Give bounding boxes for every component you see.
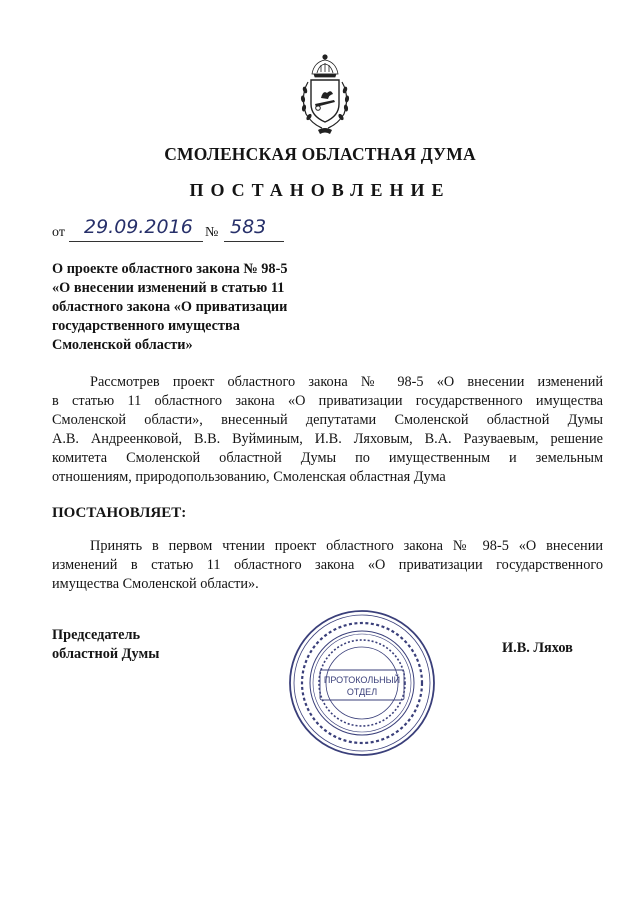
date-underline <box>69 241 203 242</box>
document-type-heading: ПОСТАНОВЛЕНИЕ <box>189 180 451 200</box>
resolution-paragraph <box>52 537 603 594</box>
preamble-line: отношениям, природопользованию, Смоленская областная Дума <box>52 469 446 485</box>
handwritten-number: 583 <box>230 216 267 238</box>
handwritten-date: 29.09.2016 <box>84 216 193 238</box>
signer-title-line: областной Думы <box>52 646 160 662</box>
signer-title-line: Председатель <box>52 627 141 643</box>
subject-line: областного закона «О приватизации <box>52 299 288 315</box>
resolution-line: имущества Смоленской области». <box>52 576 259 592</box>
organization-title: СМОЛЕНСКАЯ ОБЛАСТНАЯ ДУМА <box>164 144 476 164</box>
signer-title <box>52 626 159 664</box>
date-number-line <box>52 216 312 242</box>
signer-name: И.В. Ляхов <box>502 640 573 656</box>
subject-line: Смоленской области» <box>52 337 193 353</box>
stamp-label <box>318 674 406 704</box>
preamble-line: А.В. Андреенковой, В.В. Вуйминым, И.В. Ляховым, В.А. Разуваевым, решение <box>52 431 603 447</box>
preamble-line: Смоленской области», внесенный депутатами Смоленской областной Думы <box>52 412 603 428</box>
subject-line: государственного имущества <box>52 318 240 334</box>
preamble-line: комитета Смоленской областной Думы по имущественным и земельным <box>52 450 603 466</box>
stamp-label-line: ОТДЕЛ <box>346 687 378 697</box>
subject-line: О проекте областного закона № 98-5 <box>52 261 288 277</box>
preamble-line: Рассмотрев проект областного закона № 98-5 «О внесении изменений <box>90 374 603 390</box>
number-label: № <box>205 225 219 240</box>
resolves-heading: ПОСТАНОВЛЯЕТ: <box>52 505 187 521</box>
stamp-label-line: ПРОТОКОЛЬНЫЙ <box>323 675 401 685</box>
preamble-line: в статью 11 областного закона «О приватизации государственного имущества <box>52 393 603 409</box>
resolution-line: изменений в статью 11 областного закона «О приватизации государственного <box>52 557 603 573</box>
preamble-paragraph <box>52 373 603 487</box>
subject-block <box>52 260 352 355</box>
date-label: от <box>52 225 65 240</box>
number-underline <box>224 241 284 242</box>
coat-of-arms-emblem <box>294 52 356 136</box>
resolution-line: Принять в первом чтении проект областного закона № 98-5 «О внесении <box>90 538 603 554</box>
subject-line: «О внесении изменений в статью 11 <box>52 280 285 296</box>
